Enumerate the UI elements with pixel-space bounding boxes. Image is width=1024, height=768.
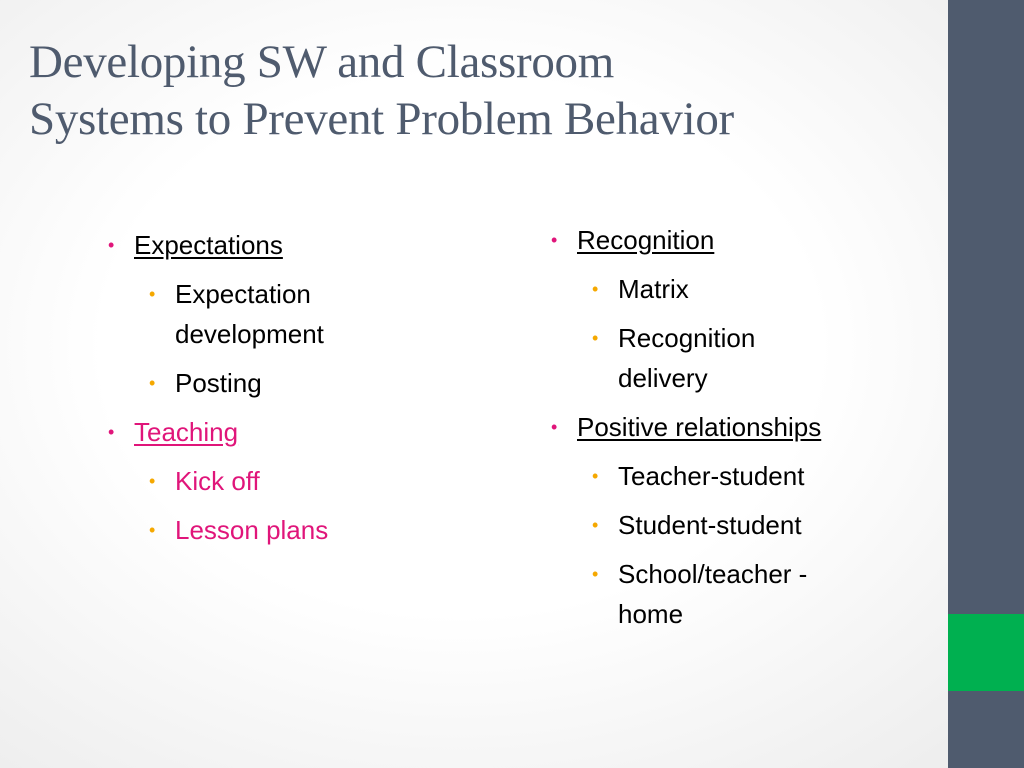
list-item-recognition-delivery	[551, 318, 911, 398]
item-label-line-1: Recognition	[618, 323, 756, 353]
list-item-teacher-student	[551, 456, 911, 496]
bullet-icon: •	[149, 284, 156, 304]
slide-title-line-1: Developing SW and Classroom	[29, 36, 614, 88]
item-label: Positive relationships	[577, 412, 822, 442]
list-item-positive-relationships	[551, 407, 911, 447]
list-item-posting	[108, 363, 438, 403]
item-label-line-2: home	[618, 599, 684, 629]
bullet-icon: •	[149, 373, 156, 393]
list-item-expectation-development	[108, 274, 438, 354]
list-item-recognition	[551, 220, 911, 260]
list-item-teaching[interactable]	[108, 412, 438, 452]
slide-title-line-2: Systems to Prevent Problem Behavior	[29, 93, 734, 145]
item-label: Posting	[175, 368, 262, 398]
bullet-icon: •	[149, 471, 156, 491]
list-item-student-student	[551, 505, 911, 545]
item-label-line-2: delivery	[618, 363, 708, 393]
item-label-line-1: School/teacher -	[618, 559, 808, 589]
bullet-icon: •	[108, 422, 115, 442]
list-item-school-teacher-home	[551, 554, 911, 634]
right-bullet-list	[551, 220, 911, 643]
bullet-icon: •	[551, 417, 558, 437]
item-label-line-2: development	[175, 319, 324, 349]
item-label: Student-student	[618, 510, 802, 540]
left-bullet-list	[108, 225, 438, 559]
item-label-line-1: Expectation	[175, 279, 311, 309]
item-label: Kick off	[175, 466, 260, 496]
list-item-expectations	[108, 225, 438, 265]
bullet-icon: •	[108, 235, 115, 255]
slide-title	[29, 34, 929, 148]
bullet-icon: •	[592, 515, 599, 535]
item-label: Lesson plans	[175, 515, 329, 545]
bullet-icon: •	[592, 564, 599, 584]
item-label: Matrix	[618, 274, 689, 304]
bullet-icon: •	[551, 230, 558, 250]
list-item-lesson-plans	[108, 510, 438, 550]
bullet-icon: •	[592, 279, 599, 299]
bullet-icon: •	[149, 520, 156, 540]
list-item-matrix	[551, 269, 911, 309]
teaching-link[interactable]: Teaching	[134, 417, 239, 447]
item-label: Recognition	[577, 225, 715, 255]
item-label: Expectations	[134, 230, 283, 260]
bullet-icon: •	[592, 328, 599, 348]
list-item-kick-off	[108, 461, 438, 501]
side-accent-block	[948, 614, 1024, 691]
bullet-icon: •	[592, 466, 599, 486]
item-label: Teacher-student	[618, 461, 805, 491]
